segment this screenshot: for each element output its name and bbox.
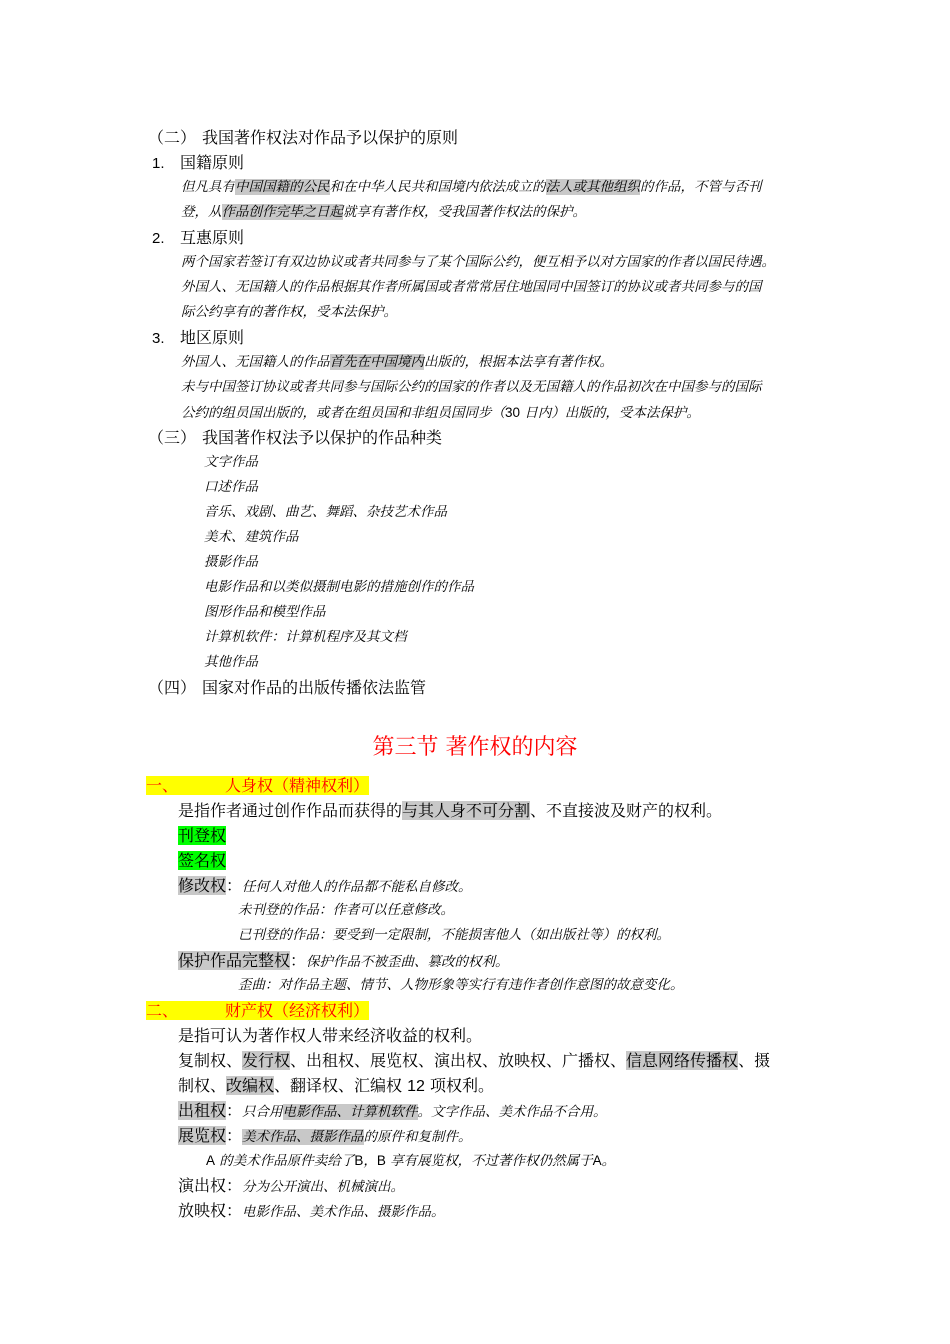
- list-number: 1.: [152, 155, 165, 172]
- text-run: ：: [226, 1126, 243, 1145]
- text-run: 、翻译权、汇编权: [274, 1076, 408, 1095]
- section-title: 国家对作品的出版传播依法监管: [202, 678, 427, 697]
- section-heading-4: [148, 675, 426, 700]
- text-run: 复制权、: [178, 1051, 243, 1070]
- chapter-title: 第三节 著作权的内容: [372, 735, 578, 760]
- principle-2-line-2: 外国人、无国籍人的作品根据其作者所属国或者常常居住地国同中国签订的协议或者共同参与的国: [181, 279, 762, 295]
- text-run: 分为公开演出、机械演出。: [242, 1179, 405, 1195]
- text-run: 公约的组员国出版的，或者在组员国和非组员国同步（: [181, 405, 505, 421]
- text-run: 登，从: [181, 204, 222, 220]
- property-rights-heading: [146, 998, 369, 1023]
- principle-label: 地区原则: [180, 328, 245, 347]
- text-run: ：: [226, 876, 243, 895]
- property-rights-desc: 是指可认为著作权人带来经济收益的权利。: [178, 1026, 483, 1045]
- heading-text: 财产权（经济权利）: [225, 1001, 370, 1020]
- heading-marker: [146, 776, 369, 795]
- work-type-item: 文字作品: [204, 454, 258, 470]
- section-title: 我国著作权法对作品予以保护的原则: [202, 128, 459, 147]
- principle-2-heading: [152, 225, 244, 251]
- personal-rights-desc: [178, 798, 722, 823]
- integrity-sub: 歪曲：对作品主题、情节、人物形象等实行有违作者创作意图的故意变化。: [238, 977, 684, 993]
- section-title: 我国著作权法予以保护的作品种类: [202, 428, 443, 447]
- principle-3-line-3: [181, 400, 700, 426]
- property-list-line-1: [178, 1048, 770, 1073]
- work-type-item: 计算机软件：计算机程序及其文档: [204, 629, 407, 645]
- text-run: 演出权：: [178, 1176, 243, 1195]
- heading-text: 人身权（精神权利）: [225, 776, 370, 795]
- highlight-text: 中国国籍的公民: [235, 179, 330, 195]
- section-heading-3: [148, 425, 442, 450]
- highlight-text: 作品创作完毕之日起: [221, 204, 343, 220]
- list-number: 2.: [152, 230, 165, 247]
- text-run: 出版的，根据本法享有著作权。: [424, 354, 613, 370]
- highlight-text: 保护作品完整权: [178, 951, 291, 970]
- principle-label: 国籍原则: [180, 153, 245, 172]
- work-type-item: 音乐、戏剧、曲艺、舞蹈、杂技艺术作品: [204, 504, 447, 520]
- heading-marker: [146, 1001, 369, 1020]
- modify-sub-1: 未刊登的作品：作者可以任意修改。: [238, 902, 454, 918]
- text-run: 制权、: [178, 1076, 227, 1095]
- highlight-text: 展览权: [178, 1126, 227, 1145]
- text-run: 的原件和复制件。: [363, 1129, 472, 1145]
- text-run: B: [376, 1153, 386, 1168]
- heading-marker-text: 一、: [146, 776, 179, 795]
- highlight-text: 法人或其他组织: [545, 179, 640, 195]
- highlight-text: 发行权: [242, 1051, 291, 1070]
- work-type-item: 美术、建筑作品: [204, 529, 299, 545]
- principle-3-heading: [152, 325, 244, 351]
- text-run: 享有展览权，不过著作权仍然属于: [385, 1153, 593, 1169]
- text-run: 外国人、无国籍人的作品: [181, 354, 330, 370]
- right-integrity: [178, 948, 509, 975]
- highlight-text: 签名权: [178, 851, 227, 870]
- text-run: 就享有著作权，受我国著作权法的保护。: [343, 204, 586, 220]
- number-text: 12: [407, 1078, 425, 1095]
- text-run: 。: [601, 1153, 616, 1169]
- text-run: A: [206, 1153, 216, 1168]
- work-type-item: 电影作品和以类似摄制电影的措施创作的作品: [204, 579, 474, 595]
- section-marker: （二）: [148, 128, 197, 147]
- text-run: A: [592, 1153, 602, 1168]
- text-run: 。文字作品、美术作品不合用。: [417, 1104, 607, 1120]
- text-run: 和在中华人民共和国境内依法成立的: [329, 179, 546, 195]
- work-type-item: 摄影作品: [204, 554, 258, 570]
- exhibit-sub: [206, 1148, 615, 1174]
- highlight-text: 与其人身不可分割: [402, 801, 531, 820]
- text-run: 的作品，不管与否刊: [640, 179, 762, 195]
- principle-2-line-3: 际公约享有的著作权，受本法保护。: [181, 304, 397, 320]
- section-marker: （四）: [148, 678, 197, 697]
- right-show: [178, 1198, 445, 1225]
- principle-3-line-1: [181, 350, 613, 375]
- section-heading-2: [148, 125, 458, 150]
- personal-rights-heading: [146, 773, 369, 798]
- property-list-line-2: [178, 1073, 494, 1099]
- right-perform: [178, 1173, 404, 1200]
- right-signature: [178, 848, 226, 873]
- highlight-text: 首先在中国境内: [329, 354, 424, 370]
- work-type-item: 其他作品: [204, 654, 258, 670]
- heading-marker-text: 二、: [146, 1001, 179, 1020]
- text-run: 任何人对他人的作品都不能私自修改。: [242, 879, 472, 895]
- highlight-text: 美术作品、摄影作品: [242, 1129, 364, 1145]
- text-run: 日内）出版的，受本法保护。: [520, 405, 700, 421]
- text-run: 但凡具有: [181, 179, 235, 195]
- modify-sub-2: 已刊登的作品：要受到一定限制，不能损害他人（如出版社等）的权利。: [238, 927, 670, 943]
- text-run: B: [354, 1153, 364, 1168]
- principle-3-line-2: 未与中国签订协议或者共同参与国际公约的国家的作者以及无国籍人的作品初次在中国参与的国际: [181, 379, 762, 395]
- highlight-text: 刊登权: [178, 826, 227, 845]
- number-text: 30: [505, 405, 521, 420]
- text-run: 、摄: [738, 1051, 771, 1070]
- list-number: 3.: [152, 330, 165, 347]
- highlight-text: 出租权: [178, 1101, 227, 1120]
- right-exhibit: [178, 1123, 472, 1150]
- text-run: 电影作品、美术作品、摄影作品。: [242, 1204, 445, 1220]
- work-type-item: 图形作品和模型作品: [204, 604, 326, 620]
- text-run: 、出租权、展览权、演出权、放映权、广播权、: [290, 1051, 627, 1070]
- principle-label: 互惠原则: [180, 228, 245, 247]
- text-run: 放映权：: [178, 1201, 243, 1220]
- right-modify: [178, 873, 472, 900]
- work-type-item: 口述作品: [204, 479, 258, 495]
- text-run: ：: [290, 951, 307, 970]
- text-run: 、不直接波及财产的权利。: [530, 801, 723, 820]
- text-run: 的美术作品原件卖给了: [215, 1153, 355, 1169]
- section-marker: （三）: [148, 428, 197, 447]
- principle-2-line-1: 两个国家若签订有双边协议或者共同参与了某个国际公约，便互相予以对方国家的作者以国民待遇。: [181, 254, 775, 270]
- highlight-text: 信息网络传播权: [626, 1051, 739, 1070]
- right-rent: [178, 1098, 607, 1125]
- highlight-text: 改编权: [226, 1076, 275, 1095]
- text-run: 只合用: [242, 1104, 283, 1120]
- text-run: ，: [363, 1153, 377, 1169]
- principle-1-heading: [152, 150, 244, 176]
- right-publish: [178, 823, 226, 848]
- principle-1-line-2: [181, 200, 586, 225]
- text-run: 保护作品不被歪曲、篡改的权利。: [306, 954, 509, 970]
- text-run: 项权利。: [424, 1076, 495, 1095]
- text-run: 是指作者通过创作作品而获得的: [178, 801, 403, 820]
- highlight-text: 电影作品、计算机软件: [282, 1104, 418, 1120]
- principle-1-line-1: [181, 175, 762, 200]
- highlight-text: 修改权: [178, 876, 227, 895]
- text-run: ：: [226, 1101, 243, 1120]
